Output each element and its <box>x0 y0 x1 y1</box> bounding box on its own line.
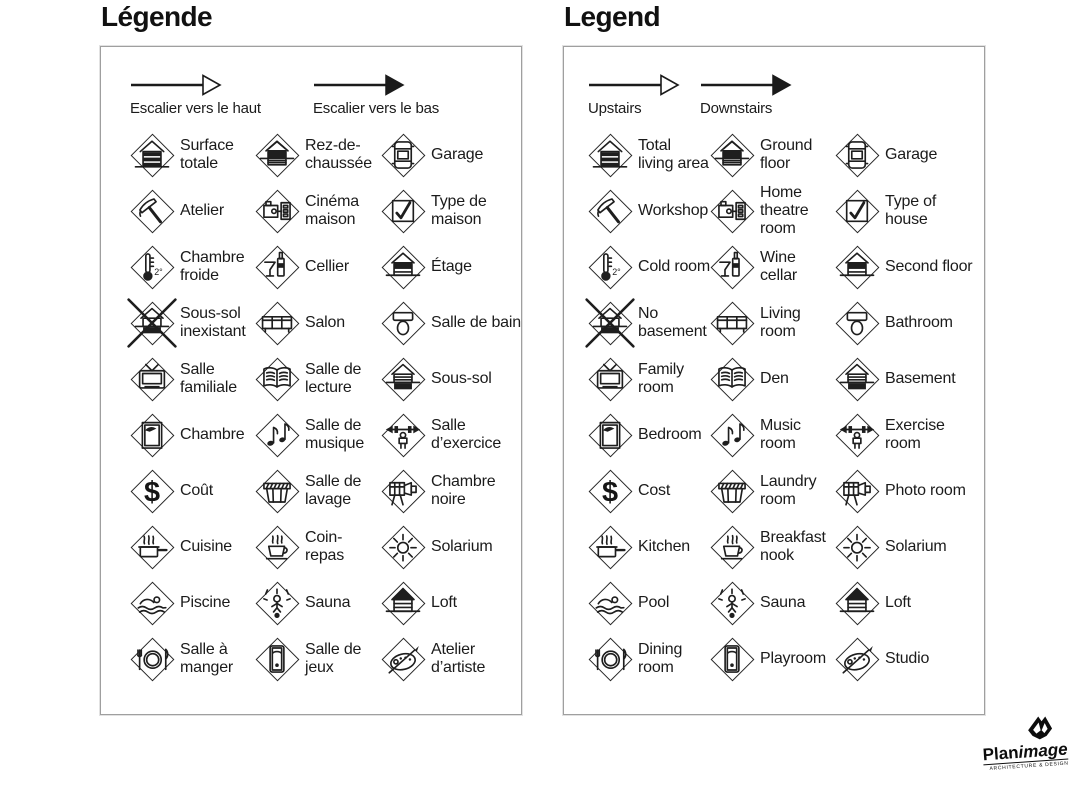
bathroom-icon <box>381 301 425 345</box>
legend-item <box>130 463 255 519</box>
loft-symbol <box>835 581 879 625</box>
bathroom-symbol <box>381 301 425 345</box>
legend-item-label: Cold room <box>638 257 711 275</box>
legend-item <box>710 183 835 239</box>
legend-item-label: Chambre froide <box>180 248 245 284</box>
legend-item-label: Cellier <box>305 257 349 275</box>
house-type-symbol <box>835 189 879 233</box>
legend-item <box>588 575 710 631</box>
stairs-up-arrow-group <box>588 73 680 117</box>
legend-item <box>381 127 521 183</box>
legend-item <box>130 127 255 183</box>
legend-item <box>710 239 835 295</box>
svg-text:$: $ <box>143 476 161 509</box>
legend-row <box>101 463 521 519</box>
legend-item-label: Family room <box>638 360 684 396</box>
family-room-symbol <box>130 357 174 401</box>
legend-title-french: Légende <box>101 1 212 32</box>
stairs-up-arrow <box>588 73 680 97</box>
legend-row <box>564 295 984 351</box>
legend-row <box>101 407 521 463</box>
photo-room-symbol <box>835 469 879 513</box>
legend-row <box>101 239 521 295</box>
home-theatre-symbol <box>710 189 754 233</box>
legend-item <box>835 407 984 463</box>
legend-item-label: Second floor <box>885 257 973 275</box>
legend-item-label: Surface totale <box>180 136 234 172</box>
legend-item <box>381 519 521 575</box>
legend-item-label: Salle de jeux <box>305 640 362 676</box>
basement-icon <box>835 357 879 401</box>
legend-item-label: Playroom <box>760 649 826 667</box>
bedroom-symbol <box>588 413 632 457</box>
legend-item-label: Cinéma maison <box>305 192 359 228</box>
house-type-icon <box>381 189 425 233</box>
total-area-icon <box>588 133 632 177</box>
legend-item <box>835 183 984 239</box>
legend-item <box>835 519 984 575</box>
legend-row <box>101 351 521 407</box>
legend-item <box>835 351 984 407</box>
legend-item <box>255 631 381 687</box>
legend-item-label: Kitchen <box>638 537 690 555</box>
legend-item <box>588 463 710 519</box>
legend-row <box>564 239 984 295</box>
stairs-down-arrow <box>700 73 792 97</box>
legend-item-label: Ground floor <box>760 136 813 172</box>
living-room-symbol <box>255 301 299 345</box>
arrow-label: Escalier vers le haut <box>130 100 261 117</box>
stair-arrows-english <box>564 73 984 129</box>
den-icon <box>255 357 299 401</box>
legend-item-label: Atelier d’artiste <box>431 640 486 676</box>
living-room-icon <box>710 301 754 345</box>
laundry-room-symbol <box>710 469 754 513</box>
basement-symbol <box>381 357 425 401</box>
legend-item <box>130 239 255 295</box>
exercise-room-symbol <box>381 413 425 457</box>
legend-item <box>835 239 984 295</box>
legend-item-label: Rez-de-chaussée <box>305 136 372 172</box>
legend-item <box>130 519 255 575</box>
basement-icon <box>381 357 425 401</box>
legend-row <box>564 519 984 575</box>
no-basement-symbol <box>588 301 632 345</box>
stairs-down-arrow <box>313 73 439 97</box>
bathroom-symbol <box>835 301 879 345</box>
workshop-icon <box>130 189 174 233</box>
legend-item <box>835 127 984 183</box>
home-theatre-symbol <box>255 189 299 233</box>
legend-item-label: Atelier <box>180 201 224 219</box>
legend-item-label: Coût <box>180 481 213 499</box>
legend-item <box>381 183 521 239</box>
dining-room-icon <box>588 637 632 681</box>
legend-item-label: Chambre noire <box>431 472 496 508</box>
planimage-logo-text: Planimage <box>982 739 1069 765</box>
legend-item-label: Étage <box>431 257 472 275</box>
legend-item-label: Salle à manger <box>180 640 234 676</box>
legend-item-label: Home theatre room <box>760 183 809 238</box>
studio-symbol <box>835 637 879 681</box>
legend-item <box>255 407 381 463</box>
legend-item-label: Studio <box>885 649 930 667</box>
house-type-symbol <box>381 189 425 233</box>
legend-row <box>101 127 521 183</box>
garage-symbol <box>381 133 425 177</box>
legend-item <box>588 295 710 351</box>
family-room-symbol <box>588 357 632 401</box>
legend-item <box>255 575 381 631</box>
breakfast-nook-icon <box>255 525 299 569</box>
legend-item-label: Pool <box>638 593 670 611</box>
legend-row <box>101 183 521 239</box>
no-basement-icon <box>588 301 632 345</box>
legend-row <box>101 575 521 631</box>
legend-item-label: Loft <box>885 593 911 611</box>
sauna-symbol <box>710 581 754 625</box>
photo-room-icon <box>835 469 879 513</box>
studio-icon <box>381 637 425 681</box>
pool-symbol <box>588 581 632 625</box>
legend-row <box>564 407 984 463</box>
legend-item-label: Photo room <box>885 481 966 499</box>
legend-item-label: Chambre <box>180 425 245 443</box>
legend-item-label: Cuisine <box>180 537 232 555</box>
wine-cellar-symbol <box>710 245 754 289</box>
loft-icon <box>835 581 879 625</box>
studio-icon <box>835 637 879 681</box>
second-floor-icon <box>381 245 425 289</box>
planimage-logo-icon <box>1023 713 1057 742</box>
wine-cellar-icon <box>255 245 299 289</box>
legend-item-label: Wine cellar <box>760 248 798 284</box>
legend-item <box>835 463 984 519</box>
legend-row <box>564 463 984 519</box>
bedroom-icon <box>588 413 632 457</box>
breakfast-nook-symbol <box>710 525 754 569</box>
kitchen-symbol <box>130 525 174 569</box>
kitchen-icon <box>588 525 632 569</box>
legend-item-label: Coin-repas <box>305 528 345 564</box>
legend-item <box>130 183 255 239</box>
legend-item <box>710 519 835 575</box>
music-room-icon <box>255 413 299 457</box>
cold-room-symbol <box>588 245 632 289</box>
solarium-icon <box>835 525 879 569</box>
house-type-icon <box>835 189 879 233</box>
legend-item-label: Living room <box>760 304 801 340</box>
photo-room-symbol <box>381 469 425 513</box>
svg-text:2°: 2° <box>154 266 163 277</box>
total-area-symbol <box>588 133 632 177</box>
sauna-icon <box>710 581 754 625</box>
legend-row <box>101 295 521 351</box>
legend-item-label: Garage <box>885 145 938 163</box>
legend-item-label: Workshop <box>638 201 709 219</box>
cost-icon <box>130 469 174 513</box>
cost-symbol <box>588 469 632 513</box>
legend-item <box>381 575 521 631</box>
living-room-icon <box>255 301 299 345</box>
legend-panel-english <box>563 46 985 715</box>
legend-item <box>710 463 835 519</box>
cold-room-symbol <box>130 245 174 289</box>
legend-item-label: Salle d’exercice <box>431 416 502 452</box>
stair-arrows-french <box>101 73 521 129</box>
photo-room-icon <box>381 469 425 513</box>
den-symbol <box>710 357 754 401</box>
pool-symbol <box>130 581 174 625</box>
legend-item <box>381 407 521 463</box>
dining-room-symbol <box>130 637 174 681</box>
legend-item-label: Garage <box>431 145 484 163</box>
garage-icon <box>381 133 425 177</box>
family-room-icon <box>130 357 174 401</box>
legend-item <box>381 463 521 519</box>
legend-item-label: Salle familiale <box>180 360 237 396</box>
loft-icon <box>381 581 425 625</box>
legend-item <box>710 407 835 463</box>
wine-cellar-symbol <box>255 245 299 289</box>
legend-item <box>255 239 381 295</box>
legend-item-label: Salle de bain <box>431 313 521 331</box>
legend-item <box>255 183 381 239</box>
legend-row <box>101 631 521 687</box>
legend-item-label: Bathroom <box>885 313 953 331</box>
total-area-symbol <box>130 133 174 177</box>
legend-item <box>835 295 984 351</box>
legend-item <box>710 631 835 687</box>
legend-item-label: Bedroom <box>638 425 702 443</box>
legend-item-label: Basement <box>885 369 956 387</box>
ground-floor-symbol <box>255 133 299 177</box>
laundry-room-icon <box>710 469 754 513</box>
legend-item <box>710 351 835 407</box>
cold-room-icon <box>588 245 632 289</box>
workshop-icon <box>588 189 632 233</box>
legend-item-label: Den <box>760 369 789 387</box>
ground-floor-symbol <box>710 133 754 177</box>
legend-item <box>130 631 255 687</box>
den-icon <box>710 357 754 401</box>
dining-room-icon <box>130 637 174 681</box>
playroom-icon <box>710 637 754 681</box>
legend-item <box>588 127 710 183</box>
arrow-label: Escalier vers le bas <box>313 100 440 117</box>
cold-room-icon <box>130 245 174 289</box>
planimage-logo <box>965 713 1069 774</box>
legend-panel-french <box>100 46 522 715</box>
stairs-down-arrow-group <box>700 73 792 117</box>
solarium-icon <box>381 525 425 569</box>
legend-item <box>255 519 381 575</box>
playroom-icon <box>255 637 299 681</box>
legend-item-label: Salle de musique <box>305 416 365 452</box>
sauna-symbol <box>255 581 299 625</box>
svg-text:$: $ <box>601 476 619 509</box>
legend-item-label: Type of house <box>885 192 937 228</box>
garage-symbol <box>835 133 879 177</box>
legend-item <box>835 631 984 687</box>
workshop-symbol <box>588 189 632 233</box>
music-room-symbol <box>710 413 754 457</box>
cost-icon <box>588 469 632 513</box>
legend-item <box>381 239 521 295</box>
legend-title-english: Legend <box>564 1 660 32</box>
svg-text:2°: 2° <box>612 266 621 277</box>
bedroom-symbol <box>130 413 174 457</box>
legend-item-label: Laundry room <box>760 472 817 508</box>
total-area-icon <box>130 133 174 177</box>
breakfast-nook-icon <box>710 525 754 569</box>
legend-item-label: Music room <box>760 416 801 452</box>
legend-item-label: Sous-sol inexistant <box>180 304 246 340</box>
legend-item-label: Solarium <box>885 537 947 555</box>
legend-row <box>564 351 984 407</box>
no-basement-icon <box>130 301 174 345</box>
legend-item-label: Cost <box>638 481 671 499</box>
wine-cellar-icon <box>710 245 754 289</box>
legend-item-label: Sauna <box>305 593 351 611</box>
stairs-up-arrow-group <box>130 73 261 117</box>
family-room-icon <box>588 357 632 401</box>
playroom-symbol <box>710 637 754 681</box>
legend-item-label: Solarium <box>431 537 493 555</box>
legend-item <box>588 519 710 575</box>
legend-item <box>130 575 255 631</box>
solarium-symbol <box>835 525 879 569</box>
ground-floor-icon <box>710 133 754 177</box>
breakfast-nook-symbol <box>255 525 299 569</box>
exercise-room-icon <box>381 413 425 457</box>
legend-item <box>381 351 521 407</box>
second-floor-symbol <box>835 245 879 289</box>
music-room-icon <box>710 413 754 457</box>
legend-item-label: No basement <box>638 304 707 340</box>
home-theatre-icon <box>710 189 754 233</box>
bathroom-icon <box>835 301 879 345</box>
legend-item <box>710 127 835 183</box>
legend-item-label: Loft <box>431 593 457 611</box>
exercise-room-symbol <box>835 413 879 457</box>
sauna-icon <box>255 581 299 625</box>
legend-item-label: Sous-sol <box>431 369 492 387</box>
legend-item-label: Exercise room <box>885 416 945 452</box>
legend-item <box>255 127 381 183</box>
legend-item-label: Total living area <box>638 136 709 172</box>
legend-item <box>255 351 381 407</box>
loft-symbol <box>381 581 425 625</box>
legend-item <box>130 295 255 351</box>
legend-item <box>588 351 710 407</box>
legend-item <box>588 239 710 295</box>
second-floor-symbol <box>381 245 425 289</box>
planimage-logo-tagline: ARCHITECTURE & DESIGN <box>989 760 1069 772</box>
legend-row <box>564 127 984 183</box>
laundry-room-symbol <box>255 469 299 513</box>
legend-item <box>381 631 521 687</box>
playroom-symbol <box>255 637 299 681</box>
home-theatre-icon <box>255 189 299 233</box>
stairs-down-arrow-group <box>313 73 439 117</box>
legend-item <box>381 295 521 351</box>
legend-row <box>564 631 984 687</box>
legend-row <box>564 183 984 239</box>
second-floor-icon <box>835 245 879 289</box>
dining-room-symbol <box>588 637 632 681</box>
legend-item <box>588 631 710 687</box>
den-symbol <box>255 357 299 401</box>
kitchen-icon <box>130 525 174 569</box>
legend-grid-english <box>564 127 984 687</box>
legend-item <box>588 183 710 239</box>
legend-item-label: Salle de lecture <box>305 360 362 396</box>
legend-item-label: Dining room <box>638 640 683 676</box>
laundry-room-icon <box>255 469 299 513</box>
legend-item-label: Piscine <box>180 593 231 611</box>
legend-grid-french <box>101 127 521 687</box>
bedroom-icon <box>130 413 174 457</box>
exercise-room-icon <box>835 413 879 457</box>
legend-item-label: Sauna <box>760 593 806 611</box>
cost-symbol <box>130 469 174 513</box>
living-room-symbol <box>710 301 754 345</box>
legend-item <box>835 575 984 631</box>
solarium-symbol <box>381 525 425 569</box>
arrow-label: Downstairs <box>700 100 773 117</box>
ground-floor-icon <box>255 133 299 177</box>
pool-icon <box>588 581 632 625</box>
stairs-up-arrow <box>130 73 261 97</box>
legend-row <box>101 519 521 575</box>
kitchen-symbol <box>588 525 632 569</box>
legend-item <box>130 351 255 407</box>
legend-item <box>255 295 381 351</box>
arrow-label: Upstairs <box>588 100 642 117</box>
music-room-symbol <box>255 413 299 457</box>
studio-symbol <box>381 637 425 681</box>
legend-item-label: Salon <box>305 313 345 331</box>
garage-icon <box>835 133 879 177</box>
legend-item-label: Type de maison <box>431 192 487 228</box>
legend-item <box>710 295 835 351</box>
legend-item <box>130 407 255 463</box>
pool-icon <box>130 581 174 625</box>
no-basement-symbol <box>130 301 174 345</box>
workshop-symbol <box>130 189 174 233</box>
legend-item <box>255 463 381 519</box>
legend-item <box>588 407 710 463</box>
basement-symbol <box>835 357 879 401</box>
legend-item <box>710 575 835 631</box>
legend-item-label: Breakfast nook <box>760 528 826 564</box>
legend-row <box>564 575 984 631</box>
legend-item-label: Salle de lavage <box>305 472 362 508</box>
